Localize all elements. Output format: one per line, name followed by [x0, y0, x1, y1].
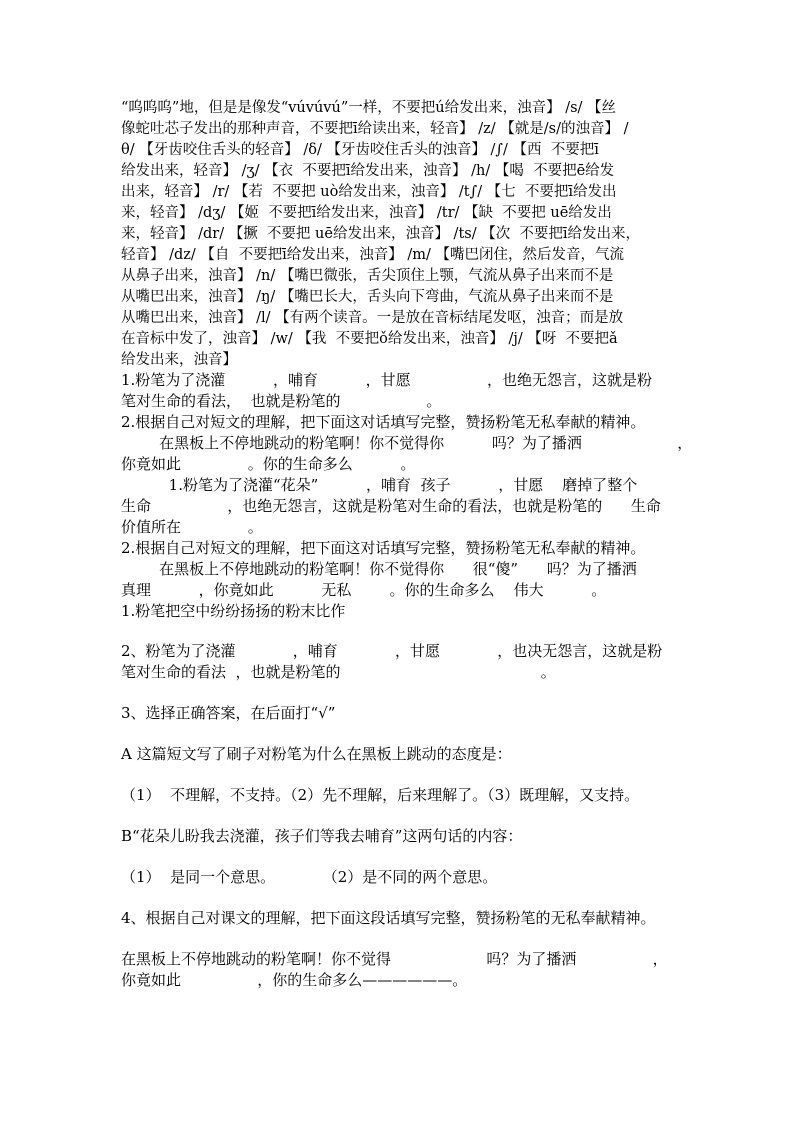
question-4-line: 你竟如此 ，你的生命多么——————。	[121, 971, 468, 989]
phonetics-line: 来，轻音】 /dʒ/ 【姬 不要把ī给发出来，浊音】 /tr/ 【缺 不要把 uē给发出	[121, 205, 612, 221]
question-2-line: 笔对生命的看法 ，也就是粉笔的 。	[121, 663, 556, 681]
phonetics-line: 从嘴巴出来，浊音】 /l/ 【有两个读音。一是放在音标结尾发呕，浊音；而是放	[121, 310, 624, 326]
phonetics-line: 轻音】 /dz/ 【自 不要把ī给发出来，浊音】 /m/ 【嘴巴闭住，然后发音，气流	[121, 247, 625, 263]
phonetics-line: 给发出来，轻音】 /ʒ/ 【衣 不要把ī给发出来，浊音】 /h/ 【喝 不要把ē给发	[121, 163, 615, 179]
answer-2-line: 真理 ，你竟如此 无私 。你的生命多么 伟大 。	[121, 581, 607, 599]
question-b: B“花朵儿盼我去浇灌，孩子们等我去哺育”这两句话的内容：	[121, 827, 523, 845]
phonetics-line: “呜呜呜”地，但是是像发“vúvúvú”一样，不要把ú给发出来，浊音】 /s/ 【丝	[121, 100, 617, 116]
phonetics-line: 给发出来，浊音】	[121, 352, 237, 368]
question-2-title: 2.根据自己对短文的理解，把下面这对话填写完整，赞扬粉笔无私奉献的精神。	[121, 413, 646, 431]
question-3-title: 3、选择正确答案，在后面打“√”	[121, 704, 336, 722]
phonetics-line: 来，轻音】 /dr/ 【撅 不要把 uē给发出来，浊音】 /ts/ 【次 不要把ī给发出来，	[121, 226, 641, 242]
answer-3-line: 1.粉笔把空中纷纷扬扬的粉末比作	[121, 602, 346, 620]
question-1-line: 笔对生命的看法， 也就是粉笔的 。	[121, 392, 442, 410]
answer-1-line: 1.粉笔为了浇灌“花朵” ，哺育 孩子 ，甘愿 磨掉了整个	[121, 476, 638, 494]
answer-1-line: 价值所在 。	[121, 518, 263, 536]
phonetics-line: 从鼻子出来，浊音】 /n/ 【嘴巴微张，舌尖顶住上颚，气流从鼻子出来而不是	[121, 268, 614, 284]
answer-2-line: 在黑板上不停地跳动的粉笔啊！你不觉得你 很“傻” 吗？为了播洒	[121, 560, 637, 578]
answer-2-title: 2.根据自己对短文的理解，把下面这对话填写完整，赞扬粉笔无私奉献的精神。	[121, 539, 646, 557]
phonetics-line: 像蛇吐芯子发出的那种声音，不要把ī给读出来，轻音】 /z/ 【就是/s/的浊音】 /	[121, 121, 629, 137]
phonetics-line: 在音标中发了，浊音】 /w/ 【我 不要把ǒ给发出来，浊音】 /j/ 【呀 不要把ǎ	[121, 331, 618, 347]
question-1-line: 1.粉笔为了浇灌 ，哺育 ，甘愿 ，也绝无怨言，这就是粉	[121, 371, 652, 389]
question-b-options: （1） 是同一个意思。 （2）是不同的两个意思。	[121, 868, 498, 886]
phonetics-line: 出来，轻音】 /r/ 【若 不要把 uò给发出来，浊音】 /t∫/ 【七 不要把ī给发出	[121, 184, 617, 200]
question-4-line: 在黑板上不停地跳动的粉笔啊！你不觉得 吗？为了播洒 ，	[121, 950, 668, 968]
question-a-options: （1） 不理解，不支持。（2）先不理解，后来理解了。（3）既理解，又支持。	[121, 786, 640, 804]
answer-1-line: 生命 ，也绝无怨言，这就是粉笔对生命的看法，也就是粉笔的 生命	[121, 497, 661, 515]
question-2-line: 你竟如此 。你的生命多么 。	[121, 455, 416, 473]
question-a: A 这篇短文写了刷子对粉笔为什么在黑板上跳动的态度是：	[121, 745, 512, 763]
phonetics-line: θ/ 【牙齿咬住舌头的轻音】 /δ/ 【牙齿咬住舌头的浊音】 /∫/ 【西 不要把ī	[121, 142, 599, 158]
question-2-line: 在黑板上不停地跳动的粉笔啊！你不觉得你 吗？为了播洒 ，	[121, 434, 693, 452]
question-2-line: 2、粉笔为了浇灌 ，哺育 ，甘愿 ，也决无怨言，这就是粉	[121, 642, 663, 660]
question-4-title: 4、根据自己对课文的理解，把下面这段话填写完整，赞扬粉笔的无私奉献精神。	[121, 909, 656, 927]
phonetics-line: 从嘴巴出来，浊音】 /ŋ/ 【嘴巴长大，舌头向下弯曲，气流从鼻子出来而不是	[121, 289, 614, 305]
